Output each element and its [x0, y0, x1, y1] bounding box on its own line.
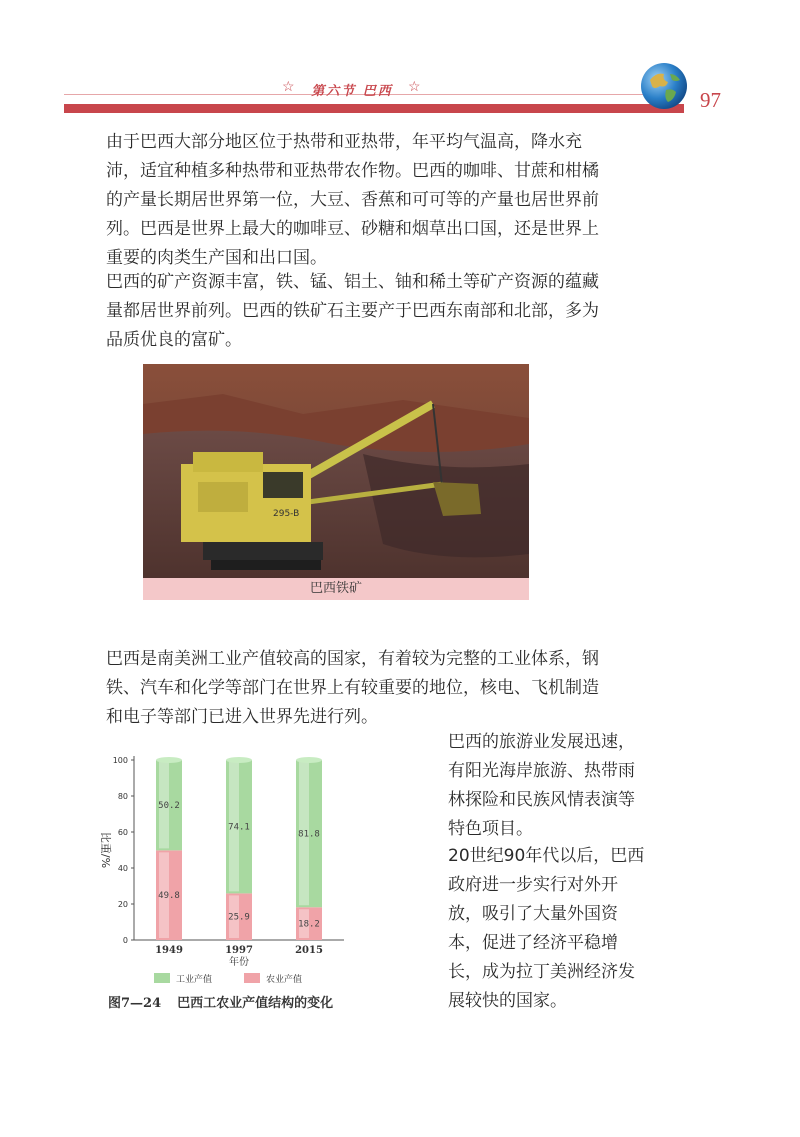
paragraph-tourism: 巴西的旅游业发展迅速，有阳光海岸旅游、热带雨林探险和民族风情表演等特色项目。	[448, 732, 635, 839]
y-tick-label: 80	[117, 792, 128, 801]
photo-caption: 巴西铁矿	[143, 578, 529, 600]
legend-swatch	[244, 973, 260, 983]
paragraph-agriculture: 由于巴西大部分地区位于热带和亚热带，年平均气温高，降水充沛，适宜种植多种热带和亚热带农作物。巴西的咖啡、甘蔗和柑橘的产量长期居世界第一位，大豆、香蕉和可可等的产量也居世界前列。巴西是世界上最大的咖啡豆、砂糖和烟草出口国，还是世界上重要的肉类生产国和出口国。	[106, 132, 599, 268]
paragraph-industry: 巴西是南美洲工业产值较高的国家，有着较为完整的工业体系，钢铁、汽车和化学等部门在世界上有较重要的地位，核电、飞机制造和电子等部门已进入世界先进行列。	[106, 649, 599, 727]
bar-value-label: 49.8	[158, 891, 180, 902]
figure-caption	[108, 992, 333, 1011]
figure-number: 图7—24	[108, 996, 162, 1011]
y-tick-label: 0	[122, 936, 128, 945]
figure-title: 巴西工农业产值结构的变化	[177, 996, 334, 1011]
y-tick-label: 100	[112, 756, 128, 765]
bar-cap	[156, 757, 182, 763]
bar-value-label: 18.2	[298, 919, 320, 930]
machine-label: 295-B	[273, 509, 300, 519]
y-tick-label: 20	[117, 900, 128, 909]
industry-agriculture-chart	[90, 748, 380, 998]
x-tick-label: 1949	[155, 945, 183, 956]
x-tick-label: 2015	[295, 945, 323, 956]
legend-label: 农业产值	[266, 975, 303, 985]
bar-cap	[296, 757, 322, 763]
y-tick-label: 60	[117, 828, 128, 837]
bar-value-label: 81.8	[298, 829, 320, 840]
bar-value-label: 25.9	[228, 912, 250, 923]
header-rule	[64, 104, 684, 113]
section-title: 第六节 巴西	[311, 84, 393, 99]
paragraph-minerals: 巴西的矿产资源丰富，铁、锰、铝土、铀和稀土等矿产资源的蕴藏量都居世界前列。巴西的铁矿石主要产于巴西东南部和北部，多为品质优良的富矿。	[106, 272, 599, 350]
bar-value-label: 50.2	[158, 801, 180, 812]
x-tick-label: 1997	[225, 945, 253, 956]
y-axis-label: 比重/%	[99, 831, 112, 869]
globe-icon	[640, 62, 688, 110]
legend-swatch	[154, 973, 170, 983]
star-icon: ☆	[282, 79, 295, 95]
bar-cap	[226, 757, 252, 763]
paragraph-opening: 20世纪90年代以后，巴西政府进一步实行对外开放，吸引了大量外国资本，促进了经济平稳增长，成为拉丁美洲经济发展较快的国家。	[448, 846, 645, 1011]
star-icon: ☆	[408, 79, 421, 95]
bar-value-label: 74.1	[228, 822, 250, 833]
legend-label: 工业产值	[176, 975, 213, 985]
y-tick-label: 40	[117, 864, 128, 873]
x-axis-label: 年份	[229, 957, 249, 968]
iron-mine-photo	[143, 364, 529, 600]
page-number: 97	[700, 88, 721, 112]
